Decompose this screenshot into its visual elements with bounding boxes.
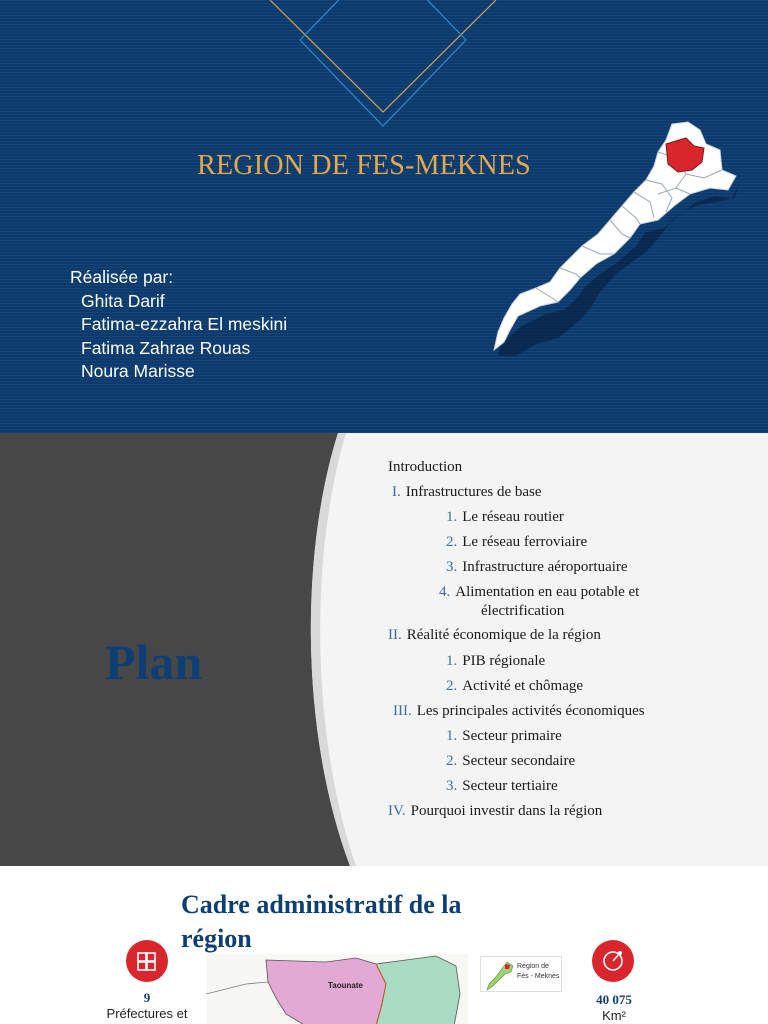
toc-text: Pourquoi investir dans la région [410, 803, 603, 819]
toc-number: 1. [446, 509, 458, 525]
toc-number: 4. [439, 584, 451, 600]
toc-item: Introduction [388, 459, 463, 475]
toc-number: IV. [388, 803, 406, 819]
toc-text: PIB régionale [462, 653, 546, 669]
puzzle-icon [126, 940, 168, 982]
table-of-contents [0, 433, 768, 866]
toc-text: Les principales activités économiques [416, 703, 645, 719]
toc-item [446, 509, 564, 526]
map-label-taounate: Taounate [328, 981, 363, 990]
author-name: Ghita Darif [81, 290, 165, 311]
area-badge [592, 940, 634, 982]
morocco-map [490, 118, 750, 358]
prefecture-label: Préfectures et [106, 1006, 188, 1021]
toc-number: 3. [446, 778, 458, 794]
title-slide [0, 0, 768, 433]
plan-slide [0, 433, 768, 866]
slide-title: Cadre administratif de la région [181, 890, 462, 953]
toc-item [388, 627, 601, 644]
region-map [206, 954, 468, 1024]
toc-number: 1. [446, 728, 458, 744]
toc-item [393, 703, 645, 720]
toc-number: 2. [446, 678, 458, 694]
toc-text: Infrastructures de base [405, 484, 542, 500]
area-icon [592, 940, 634, 982]
author-name: Fatima Zahrae Rouas [81, 337, 251, 358]
presentation-title: REGION DE FES-MEKNES [197, 150, 531, 181]
region-legend [480, 956, 562, 992]
toc-item [446, 678, 583, 695]
toc-text: Alimentation en eau potable et [455, 584, 640, 600]
toc-item [446, 728, 562, 745]
toc-number: 2. [446, 753, 458, 769]
toc-number: 3. [446, 559, 458, 575]
legend-text [517, 962, 559, 982]
mini-map-icon [483, 958, 517, 992]
toc-item [392, 484, 542, 501]
administrative-slide [0, 866, 768, 1024]
legend-line: Région de [517, 963, 549, 970]
author-name: Noura Marisse [81, 361, 195, 381]
toc-item [446, 534, 587, 551]
toc-number: II. [388, 627, 402, 643]
toc-text: Le réseau ferroviaire [462, 534, 588, 550]
toc-text: Le réseau routier [462, 509, 564, 525]
toc-text: Activité et chômage [462, 678, 584, 694]
author-name: Fatima-ezzahra El meskini [81, 314, 288, 334]
toc-number: 2. [446, 534, 458, 550]
prefecture-count: 9 [143, 990, 151, 1005]
toc-item [446, 559, 628, 576]
area-unit: Km² [602, 1008, 626, 1023]
authors-block [70, 266, 287, 384]
toc-item [439, 584, 639, 601]
toc-item [446, 753, 575, 770]
plan-title: Plan [105, 634, 203, 690]
legend-line: Fès - Meknès [517, 973, 560, 980]
toc-item [388, 803, 602, 820]
toc-number: I. [392, 484, 401, 500]
toc-number: 1. [446, 653, 458, 669]
area-value: 40 075 [596, 992, 632, 1007]
toc-text: Infrastructure aéroportuaire [462, 559, 628, 575]
toc-item [446, 778, 558, 795]
toc-number: III. [393, 703, 412, 719]
toc-text: Secteur secondaire [462, 753, 576, 769]
authors-label: Réalisée par: [70, 267, 174, 287]
toc-text: Réalité économique de la région [406, 627, 601, 643]
toc-item [446, 653, 545, 670]
toc-item-continuation: électrification [481, 603, 565, 619]
toc-text: Secteur primaire [462, 728, 562, 744]
toc-text: Secteur tertiaire [462, 778, 558, 794]
prefecture-badge [126, 940, 168, 982]
